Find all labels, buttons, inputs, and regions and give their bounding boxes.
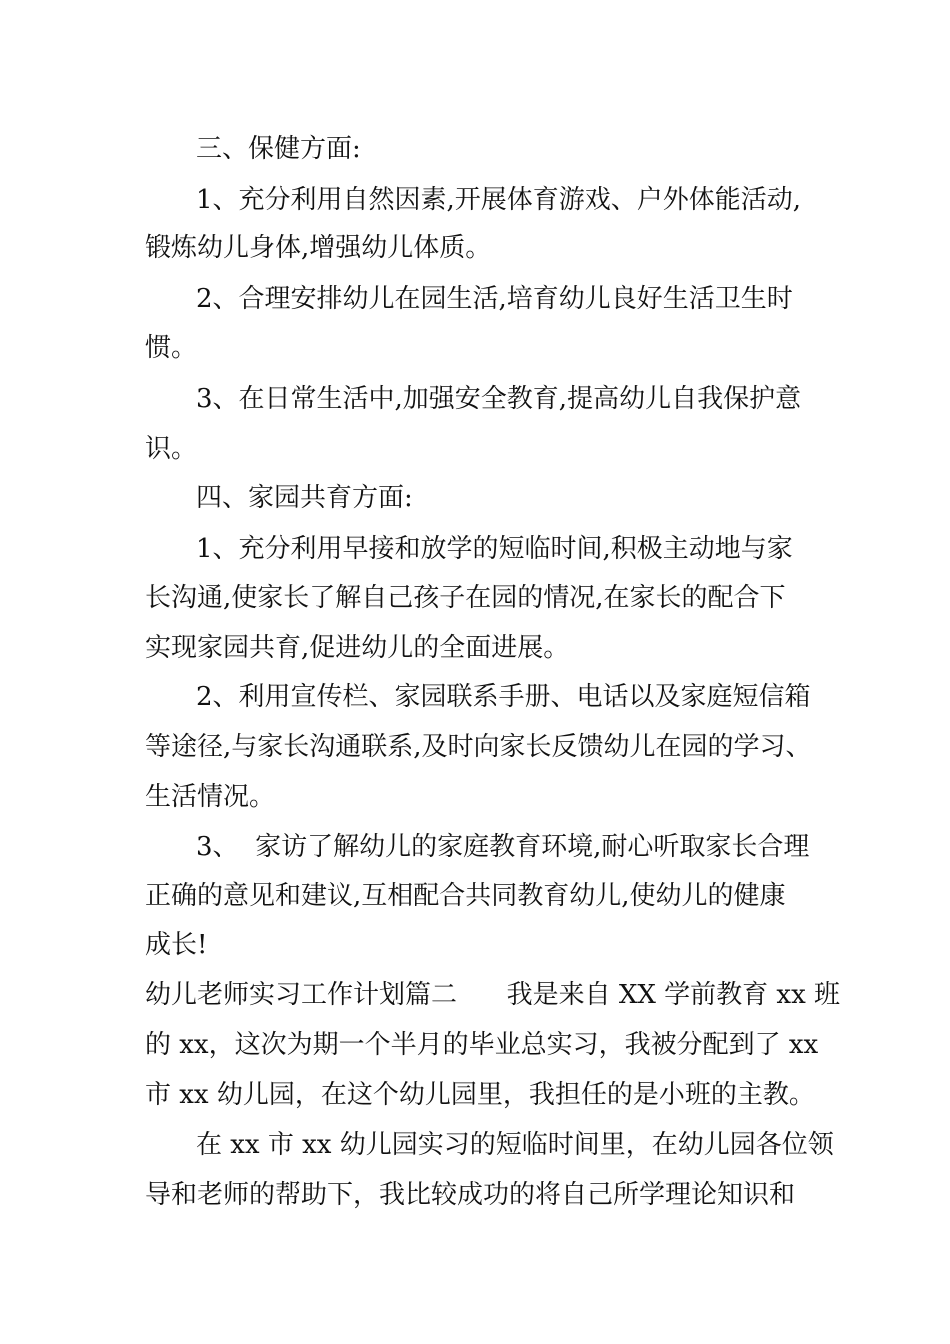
paragraph-line: 正确的意见和建议,互相配合共同教育幼儿,使幼儿的健康	[145, 881, 786, 911]
paragraph-line: 1、充分利用自然因素,开展体育游戏、户外体能活动,	[196, 185, 802, 215]
paragraph-line: 锻炼幼儿身体,增强幼儿体质。	[145, 233, 492, 263]
paragraph-line: 实现家园共育,促进幼儿的全面进展。	[145, 633, 570, 663]
paragraph-line: 惯。	[145, 333, 198, 363]
paragraph-line: 识。	[145, 434, 198, 464]
paragraph-line: 2、利用宣传栏、家园联系手册、电话以及家庭短信箱	[196, 682, 811, 712]
paragraph-line: 3、在日常生活中,加强安全教育,提高幼儿自我保护意	[196, 384, 802, 414]
paragraph-line: 成长!	[145, 930, 208, 960]
section-heading-home-school: 四、家园共育方面:	[196, 483, 413, 513]
paragraph-line: 1、充分利用早接和放学的短临时间,积极主动地与家	[196, 534, 793, 564]
paragraph-line: 导和老师的帮助下，我比较成功的将自己所学理论知识和	[145, 1180, 796, 1210]
paragraph-line: 生活情况。	[145, 782, 276, 812]
paragraph-line: 的 xx，这次为期一个半月的毕业总实习，我被分配到了 xx	[145, 1030, 819, 1060]
paragraph-line: 2、合理安排幼儿在园生活,培育幼儿良好生活卫生时	[196, 284, 793, 314]
article-title-line: 幼儿老师实习工作计划篇二 我是来自 XX 学前教育 xx 班	[145, 980, 840, 1010]
section-heading-health: 三、保健方面:	[196, 134, 361, 164]
paragraph-line: 在 xx 市 xx 幼儿园实习的短临时间里，在幼儿园各位领	[196, 1130, 834, 1160]
paragraph-line: 等途径,与家长沟通联系,及时向家长反馈幼儿在园的学习、	[145, 732, 812, 762]
paragraph-line: 市 xx 幼儿园，在这个幼儿园里，我担任的是小班的主教。	[145, 1080, 815, 1110]
paragraph-line: 长沟通,使家长了解自己孩子在园的情况,在家长的配合下	[145, 583, 786, 613]
paragraph-line: 3、 家访了解幼儿的家庭教育环境,耐心听取家长合理	[196, 832, 810, 862]
